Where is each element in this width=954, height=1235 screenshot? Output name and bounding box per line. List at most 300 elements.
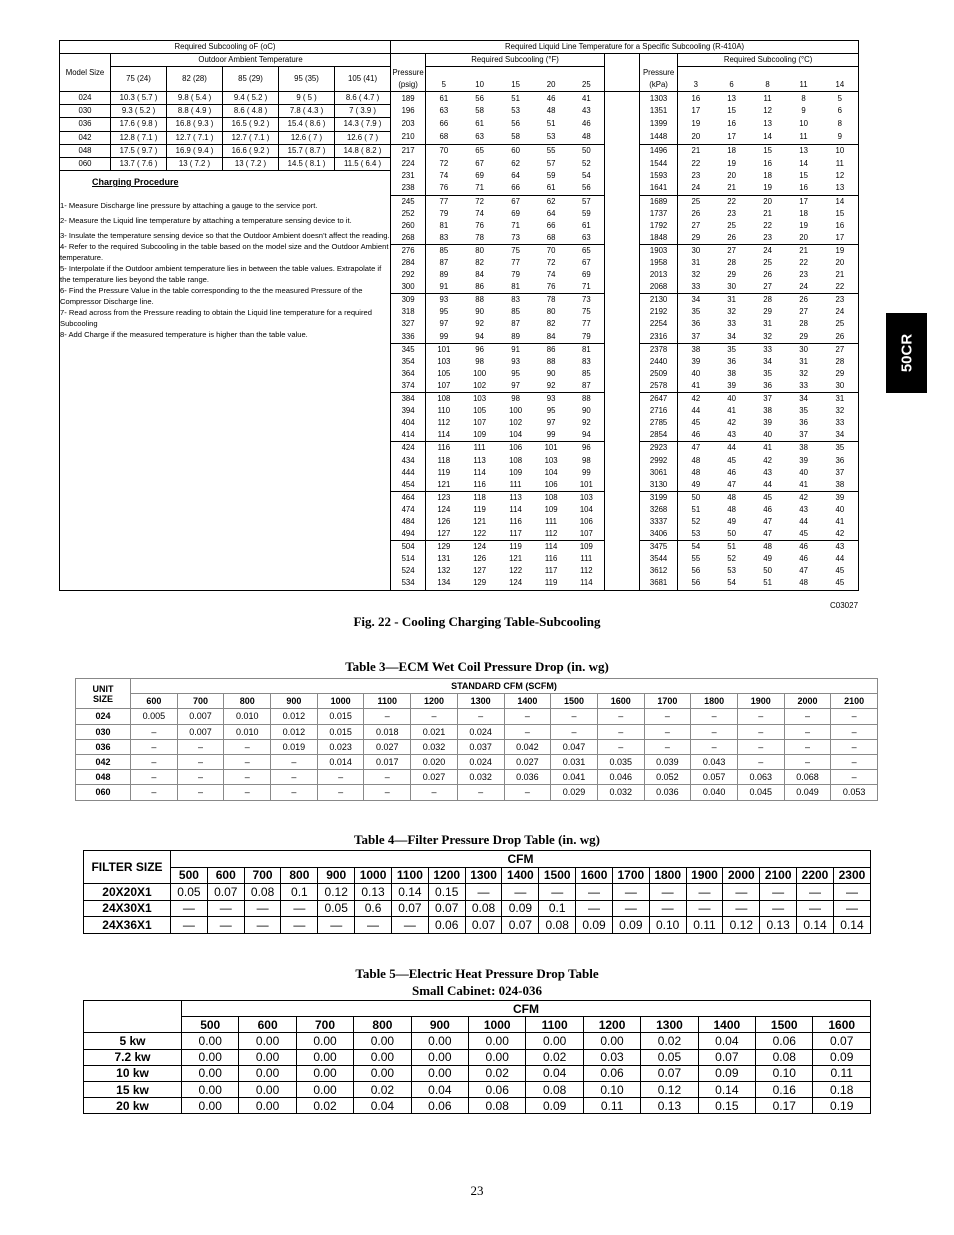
- cfm-col: 1100: [364, 694, 411, 709]
- pressure-drop: 0.15: [698, 1098, 755, 1114]
- liquid-temp-f: 87: [569, 380, 605, 393]
- liquid-temp-c: 45: [750, 491, 786, 504]
- pressure-drop: –: [737, 709, 784, 724]
- cfm-col: 1000: [317, 694, 364, 709]
- table-row: [84, 1033, 871, 1049]
- pressure-psig: 268: [391, 232, 426, 245]
- pressure-psig: 345: [391, 343, 426, 356]
- liquid-temp-f: 48: [569, 131, 605, 144]
- liquid-temp-c: 34: [822, 429, 859, 442]
- liquid-temp-c: 14: [750, 131, 786, 144]
- liquid-temp-c: 9: [822, 131, 859, 144]
- pressure-drop: 0.031: [551, 754, 598, 769]
- pressure-kpa: 3268: [640, 504, 678, 516]
- pressure-kpa: 3681: [640, 577, 678, 590]
- pressure-drop: –: [737, 754, 784, 769]
- pressure-drop: 0.02: [296, 1098, 353, 1114]
- filter-size: 20X20X1: [84, 884, 171, 901]
- liquid-temp-f: 129: [462, 577, 498, 590]
- spacer: [605, 195, 640, 208]
- liquid-temp-f: 118: [462, 491, 498, 504]
- subcooling-value: 12.7 ( 7.1 ): [223, 131, 279, 144]
- spacer: [605, 144, 640, 157]
- subcooling-value: 14.3 ( 7.9 ): [335, 118, 391, 131]
- pressure-kpa: 1448: [640, 131, 678, 144]
- liquid-temp-c: 45: [727, 455, 736, 465]
- liquid-temp-c: 47: [763, 516, 772, 526]
- spacer: [605, 131, 640, 144]
- liquid-temp-f: 90: [581, 406, 591, 416]
- liquid-temp-f: 82: [546, 319, 556, 329]
- cfm-col: 500: [171, 867, 208, 884]
- outdoor-header: Outdoor Ambient Temperature: [111, 54, 391, 67]
- liquid-temp-f: 57: [569, 195, 605, 208]
- procedure-step: 8- Add Charge if the measured temperature is higher than the table value.: [60, 330, 308, 339]
- pressure-psig: 374: [391, 380, 426, 393]
- liquid-temp-c: 11: [835, 158, 844, 168]
- spacer: [605, 417, 640, 429]
- cfm-col: 600: [239, 1017, 296, 1033]
- pressure-drop: –: [177, 754, 224, 769]
- pressure-drop: –: [271, 754, 318, 769]
- charging-procedure: [60, 177, 390, 340]
- liquid-temp-f: 116: [426, 442, 462, 455]
- model-size-label: Model Size: [60, 54, 111, 92]
- liquid-temp-f: 103: [437, 356, 451, 366]
- pressure-drop: 0.057: [691, 770, 738, 785]
- liquid-temp-f: 66: [439, 119, 449, 129]
- pressure-kpa: 2785: [640, 417, 678, 429]
- liquid-temp-c: 34: [786, 393, 822, 406]
- liquid-temp-c: 44: [799, 516, 808, 526]
- pressure-drop: –: [317, 785, 364, 800]
- pressure-drop: –: [224, 754, 271, 769]
- liquid-temp-f: 85: [511, 307, 520, 317]
- pressure-drop: 0.6: [355, 900, 392, 917]
- liquid-temp-c: 26: [786, 294, 822, 307]
- f-col: 15: [511, 80, 520, 90]
- spacer: [605, 429, 640, 442]
- pressure-psig: 284: [391, 257, 426, 269]
- pressure-drop: 0.042: [504, 739, 551, 754]
- liquid-temp-c: 16: [727, 119, 736, 129]
- pressure-kpa: 2068: [640, 281, 678, 294]
- pressure-drop: 0.04: [411, 1081, 468, 1097]
- subcooling-value: 12.6 ( 7 ): [279, 131, 335, 144]
- liquid-temp-f: 72: [462, 195, 498, 208]
- liquid-temp-f: 117: [498, 528, 534, 541]
- pressure-drop: —: [833, 884, 870, 901]
- spacer: [605, 318, 640, 330]
- liquid-temp-c: 40: [799, 467, 808, 477]
- liquid-temp-f: 83: [581, 356, 591, 366]
- liquid-temp-f: 113: [498, 491, 534, 504]
- pressure-drop: —: [833, 900, 870, 917]
- liquid-temp-c: 48: [691, 467, 701, 477]
- spacer: [640, 54, 678, 67]
- cfm-header: CFM: [171, 851, 871, 868]
- liquid-temp-f: 119: [498, 541, 534, 554]
- liquid-temp-c: 20: [727, 171, 736, 181]
- pressure-drop: 0.00: [182, 1065, 239, 1081]
- c-col: 11: [799, 80, 808, 90]
- psig-label: [391, 67, 426, 80]
- liquid-temp-f: 95: [511, 368, 520, 378]
- liquid-temp-f: 58: [498, 131, 534, 144]
- liquid-temp-c: 13: [786, 144, 822, 157]
- pressure-drop: 0.06: [756, 1033, 813, 1049]
- liquid-temp-c: 30: [786, 343, 822, 356]
- liquid-temp-c: 44: [691, 406, 701, 416]
- model-size: 036: [60, 118, 111, 131]
- liquid-temp-f: 102: [509, 418, 523, 428]
- spacer: [426, 67, 462, 80]
- pressure-psig: 434: [391, 455, 426, 467]
- liquid-temp-c: 25: [763, 258, 772, 267]
- liquid-temp-c: 15: [750, 144, 786, 157]
- pressure-drop: –: [364, 770, 411, 785]
- pressure-drop: 0.05: [641, 1049, 698, 1065]
- cfm-col: 800: [354, 1017, 411, 1033]
- liquid-line-header: Required Liquid Line Temperature for a Specific Subcooling (R-410A): [391, 41, 859, 54]
- pressure-drop: 0.06: [411, 1098, 468, 1114]
- spacer: [605, 232, 640, 245]
- pressure-drop: –: [644, 724, 691, 739]
- liquid-temp-f: 81: [498, 281, 534, 294]
- cfm-col: 1200: [428, 867, 465, 884]
- psig-label-2: (psig): [391, 79, 426, 92]
- cfm-col: 1400: [504, 694, 551, 709]
- pressure-drop: 0.18: [813, 1081, 871, 1097]
- pressure-drop: –: [457, 709, 504, 724]
- liquid-temp-f: 81: [439, 220, 449, 230]
- pressure-drop: –: [224, 770, 271, 785]
- liquid-temp-f: 41: [569, 92, 605, 105]
- liquid-temp-c: 13: [714, 92, 750, 105]
- subcooling-value: 16.5 ( 9.2 ): [223, 118, 279, 131]
- pressure-drop: 0.053: [831, 785, 878, 800]
- subcooling-value: 12.6 ( 7 ): [335, 131, 391, 144]
- liquid-temp-c: 29: [763, 307, 772, 317]
- liquid-temp-f: 77: [581, 319, 591, 329]
- pressure-drop: —: [171, 900, 208, 917]
- pressure-drop: 0.13: [641, 1098, 698, 1114]
- liquid-temp-f: 59: [546, 171, 556, 181]
- liquid-temp-f: 64: [546, 208, 556, 218]
- liquid-temp-c: 22: [691, 158, 701, 168]
- liquid-temp-c: 23: [727, 208, 736, 218]
- spacer: [605, 118, 640, 131]
- pressure-psig: 414: [391, 429, 426, 442]
- pressure-drop: –: [131, 739, 178, 754]
- cfm-header: CFM: [182, 1001, 871, 1017]
- liquid-temp-f: 126: [437, 516, 451, 526]
- liquid-temp-c: 44: [750, 479, 786, 492]
- pressure-drop: –: [831, 770, 878, 785]
- liquid-temp-f: 108: [509, 455, 523, 465]
- spacer: [678, 67, 714, 80]
- liquid-temp-f: 127: [426, 528, 462, 541]
- liquid-temp-f: 103: [544, 455, 558, 465]
- cfm-col: 700: [177, 694, 224, 709]
- subcooling-value: 13 ( 7.2 ): [167, 157, 223, 170]
- subcooling-value: 12.7 ( 7.1 ): [167, 131, 223, 144]
- c-col: 14: [835, 80, 845, 90]
- liquid-temp-c: 48: [691, 455, 701, 465]
- liquid-temp-f: 105: [437, 368, 451, 378]
- pressure-drop: 0.037: [457, 739, 504, 754]
- liquid-temp-c: 30: [822, 380, 859, 393]
- liquid-temp-f: 46: [581, 119, 591, 129]
- liquid-temp-f: 121: [509, 554, 523, 564]
- liquid-temp-f: 85: [581, 368, 591, 378]
- heater-kw: 20 kw: [84, 1098, 182, 1114]
- liquid-temp-f: 87: [439, 258, 449, 267]
- liquid-temp-f: 106: [498, 442, 534, 455]
- liquid-temp-c: 10: [799, 119, 808, 129]
- spacer: [605, 380, 640, 393]
- liquid-temp-f: 71: [569, 281, 605, 294]
- table-row: [84, 917, 871, 934]
- liquid-temp-c: 33: [678, 281, 714, 294]
- f-col: 25: [581, 80, 591, 90]
- liquid-temp-c: 27: [691, 220, 701, 230]
- liquid-temp-f: 67: [581, 258, 591, 267]
- heater-kw: 5 kw: [84, 1033, 182, 1049]
- unit-size: 060: [76, 785, 131, 800]
- pressure-drop: 0.032: [597, 785, 644, 800]
- page-number: 23: [470, 1183, 484, 1198]
- pressure-drop: 0.032: [411, 739, 458, 754]
- liquid-temp-c: 46: [763, 504, 772, 514]
- liquid-temp-f: 90: [475, 307, 484, 317]
- pressure-drop: —: [207, 900, 244, 917]
- liquid-temp-c: 15: [835, 208, 845, 218]
- liquid-temp-f: 61: [534, 182, 569, 195]
- pressure-kpa: 1641: [640, 182, 678, 195]
- pressure-drop: 0.07: [465, 917, 502, 934]
- pressure-drop: –: [644, 739, 691, 754]
- table-row: [76, 739, 878, 754]
- pressure-drop: 0.00: [182, 1081, 239, 1097]
- unit-label-1: UNIT: [92, 683, 114, 694]
- liquid-temp-c: 17: [786, 195, 822, 208]
- liquid-temp-c: 26: [763, 270, 772, 280]
- cfm-col: 1600: [597, 694, 644, 709]
- pressure-drop: 0.068: [784, 770, 831, 785]
- liquid-temp-f: 51: [546, 119, 556, 129]
- liquid-temp-c: 26: [714, 232, 750, 245]
- spacer: [534, 67, 569, 80]
- subcooling-value: 16.8 ( 9.3 ): [167, 118, 223, 131]
- pressure-drop: 0.08: [756, 1049, 813, 1065]
- unit-size: 024: [76, 709, 131, 724]
- cfm-col: 600: [207, 867, 244, 884]
- liquid-temp-c: 29: [835, 368, 845, 378]
- liquid-temp-c: 28: [835, 356, 845, 366]
- liquid-temp-c: 38: [678, 343, 714, 356]
- liquid-temp-c: 41: [835, 516, 845, 526]
- liquid-temp-c: 9: [801, 106, 806, 116]
- liquid-temp-f: 111: [580, 554, 593, 564]
- liquid-temp-c: 42: [763, 455, 772, 465]
- pressure-drop: 0.14: [391, 884, 428, 901]
- liquid-temp-c: 39: [714, 380, 750, 393]
- liquid-temp-c: 40: [835, 504, 845, 514]
- liquid-temp-f: 114: [509, 504, 522, 514]
- cfm-col: 800: [224, 694, 271, 709]
- pressure-drop: 0.13: [760, 917, 797, 934]
- liquid-temp-f: 134: [426, 577, 462, 590]
- liquid-temp-f: 111: [545, 516, 557, 526]
- spacer: [605, 244, 640, 257]
- unit-label-2: SIZE: [92, 693, 113, 704]
- liquid-temp-c: 37: [835, 467, 845, 477]
- model-size: 030: [60, 105, 111, 118]
- figure-id: C03027: [830, 601, 859, 610]
- pressure-drop: 0.02: [354, 1081, 411, 1097]
- liquid-temp-f: 74: [439, 171, 449, 181]
- liquid-temp-c: 43: [763, 467, 772, 477]
- c-col: 8: [765, 80, 770, 90]
- liquid-temp-f: 73: [498, 232, 534, 245]
- liquid-temp-c: 56: [678, 577, 714, 590]
- pressure-drop: –: [551, 724, 598, 739]
- liquid-temp-c: 33: [750, 343, 786, 356]
- liquid-temp-f: 70: [534, 244, 569, 257]
- pressure-drop: 0.15: [428, 884, 465, 901]
- pressure-drop: 0.10: [583, 1081, 640, 1097]
- pressure-drop: 0.12: [318, 884, 355, 901]
- pressure-drop: 0.023: [317, 739, 364, 754]
- pressure-kpa: 1496: [640, 144, 678, 157]
- pressure-drop: 0.07: [502, 917, 539, 934]
- pressure-drop: —: [465, 884, 502, 901]
- liquid-temp-c: 19: [822, 244, 859, 257]
- liquid-temp-c: 52: [691, 516, 701, 526]
- liquid-temp-f: 126: [473, 554, 487, 564]
- liquid-temp-f: 79: [439, 208, 449, 218]
- pressure-drop: 0.00: [354, 1049, 411, 1065]
- pressure-psig: 454: [391, 479, 426, 492]
- pressure-drop: 0.027: [364, 739, 411, 754]
- cfm-col: 1500: [756, 1017, 813, 1033]
- liquid-temp-f: 85: [426, 244, 462, 257]
- pressure-drop: 0.09: [813, 1049, 871, 1065]
- liquid-temp-c: 54: [678, 541, 714, 554]
- liquid-temp-c: 42: [727, 418, 736, 428]
- liquid-temp-f: 119: [473, 504, 486, 514]
- pressure-drop: 0.00: [182, 1098, 239, 1114]
- pressure-drop: –: [224, 739, 271, 754]
- liquid-temp-f: 56: [462, 92, 498, 105]
- liquid-temp-f: 87: [511, 319, 520, 329]
- pressure-psig: 404: [391, 417, 426, 429]
- pressure-drop: 0.07: [391, 900, 428, 917]
- liquid-temp-c: 40: [691, 368, 701, 378]
- subcooling-value: 16.6 ( 9.2 ): [223, 144, 279, 157]
- spacer: [750, 67, 786, 80]
- pressure-drop: —: [207, 917, 244, 934]
- liquid-temp-c: 48: [750, 541, 786, 554]
- f-col: 5: [441, 80, 446, 90]
- liquid-temp-f: 91: [498, 343, 534, 356]
- liquid-temp-f: 114: [534, 541, 569, 554]
- spacer: [605, 356, 640, 368]
- liquid-temp-f: 112: [580, 566, 593, 576]
- pressure-drop: 0.040: [691, 785, 738, 800]
- pressure-drop: —: [649, 884, 686, 901]
- liquid-temp-c: 17: [822, 232, 859, 245]
- liquid-temp-c: 34: [678, 294, 714, 307]
- c-header: Required Subcooling (°C): [678, 54, 859, 67]
- pressure-psig: 189: [391, 92, 426, 105]
- pressure-kpa: 1593: [640, 170, 678, 182]
- ecm-wet-coil-table: [75, 678, 878, 801]
- liquid-temp-f: 72: [546, 258, 556, 267]
- liquid-temp-f: 69: [475, 171, 484, 181]
- liquid-temp-f: 74: [475, 208, 484, 218]
- pressure-drop: 0.11: [583, 1098, 640, 1114]
- liquid-temp-f: 52: [581, 158, 591, 168]
- cfm-col: 1300: [457, 694, 504, 709]
- procedure-step: 6- Find the Pressure Value in the table corresponding to the the measured Pressure of the Compressor Discharge line.: [60, 286, 363, 306]
- cfm-col: 1800: [649, 867, 686, 884]
- pressure-drop: –: [644, 709, 691, 724]
- liquid-temp-f: 132: [437, 566, 451, 576]
- liquid-temp-f: 46: [534, 92, 569, 105]
- cfm-col: 800: [281, 867, 318, 884]
- pressure-drop: 0.04: [698, 1033, 755, 1049]
- pressure-drop: –: [131, 770, 178, 785]
- heater-kw: 7.2 kw: [84, 1049, 182, 1065]
- spacer: [605, 170, 640, 182]
- pressure-drop: 0.08: [244, 884, 281, 901]
- liquid-temp-c: 21: [763, 208, 772, 218]
- liquid-temp-f: 98: [475, 356, 484, 366]
- liquid-temp-f: 65: [462, 144, 498, 157]
- pressure-drop: 0.00: [239, 1049, 296, 1065]
- spacer: [605, 220, 640, 232]
- header-row: [84, 867, 871, 884]
- pressure-kpa: 2578: [640, 380, 678, 393]
- pressure-psig: 444: [391, 467, 426, 479]
- spacer: [605, 257, 640, 269]
- cfm-col: 1600: [813, 1017, 871, 1033]
- pressure-drop: 0.11: [686, 917, 723, 934]
- liquid-temp-f: 109: [544, 504, 558, 514]
- unit-size: 030: [76, 724, 131, 739]
- pressure-drop: 0.007: [177, 709, 224, 724]
- pressure-drop: 0.02: [469, 1065, 526, 1081]
- filter-pressure-table: [83, 850, 871, 934]
- pressure-drop: 0.17: [756, 1098, 813, 1114]
- pressure-drop: 0.00: [583, 1033, 640, 1049]
- pressure-drop: 0.052: [644, 770, 691, 785]
- liquid-temp-c: 49: [727, 516, 736, 526]
- liquid-temp-f: 88: [462, 294, 498, 307]
- liquid-temp-c: 25: [678, 195, 714, 208]
- pressure-drop: 0.02: [526, 1049, 583, 1065]
- liquid-temp-c: 36: [691, 319, 701, 329]
- liquid-temp-c: 39: [763, 418, 772, 428]
- liquid-temp-f: 76: [475, 220, 484, 230]
- liquid-temp-f: 58: [475, 106, 484, 116]
- liquid-temp-f: 93: [511, 356, 520, 366]
- liquid-temp-c: 20: [835, 258, 845, 267]
- pressure-drop: 0.04: [526, 1065, 583, 1081]
- liquid-temp-c: 45: [786, 528, 822, 541]
